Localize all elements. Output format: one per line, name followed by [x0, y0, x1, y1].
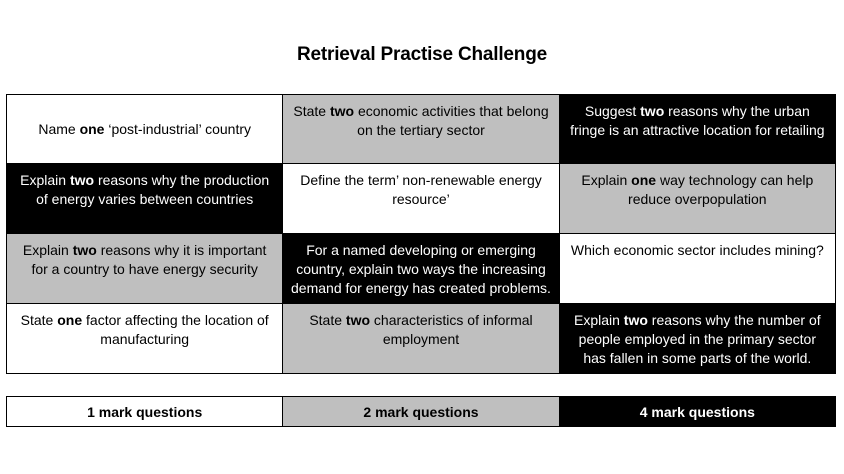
question-cell: State two characteristics of informal employment — [283, 304, 559, 374]
question-grid — [6, 94, 836, 374]
question-cell: Explain two reasons why it is important for a country to have energy security — [7, 234, 283, 304]
page-title: Retrieval Practise Challenge — [297, 44, 547, 65]
question-cell: Explain one way technology can help reduce overpopulation — [559, 164, 835, 234]
grid-row — [7, 304, 836, 374]
key-four-mark: 4 mark questions — [559, 397, 835, 427]
question-cell: Name one ‘post-industrial’ country — [7, 95, 283, 164]
grid-row — [7, 95, 836, 164]
question-cell: For a named developing or emerging country, explain two ways the increasing demand for energy has created problems. — [283, 234, 559, 304]
key-one-mark: 1 mark questions — [7, 397, 283, 427]
question-cell: State one factor affecting the location of manufacturing — [7, 304, 283, 374]
mark-key — [6, 396, 836, 427]
question-cell: Which economic sector includes mining? — [559, 234, 835, 304]
question-cell: Explain two reasons why the production of energy varies between countries — [7, 164, 283, 234]
question-cell: Suggest two reasons why the urban fringe is an attractive location for retailing — [559, 95, 835, 164]
key-row — [7, 397, 836, 427]
question-cell: Define the term’ non-renewable energy resource’ — [283, 164, 559, 234]
grid-row — [7, 234, 836, 304]
question-cell: Explain two reasons why the number of people employed in the primary sector has fallen in some parts of the world. — [559, 304, 835, 374]
grid-row — [7, 164, 836, 234]
question-cell: State two economic activities that belong on the tertiary sector — [283, 95, 559, 164]
key-two-mark: 2 mark questions — [283, 397, 559, 427]
